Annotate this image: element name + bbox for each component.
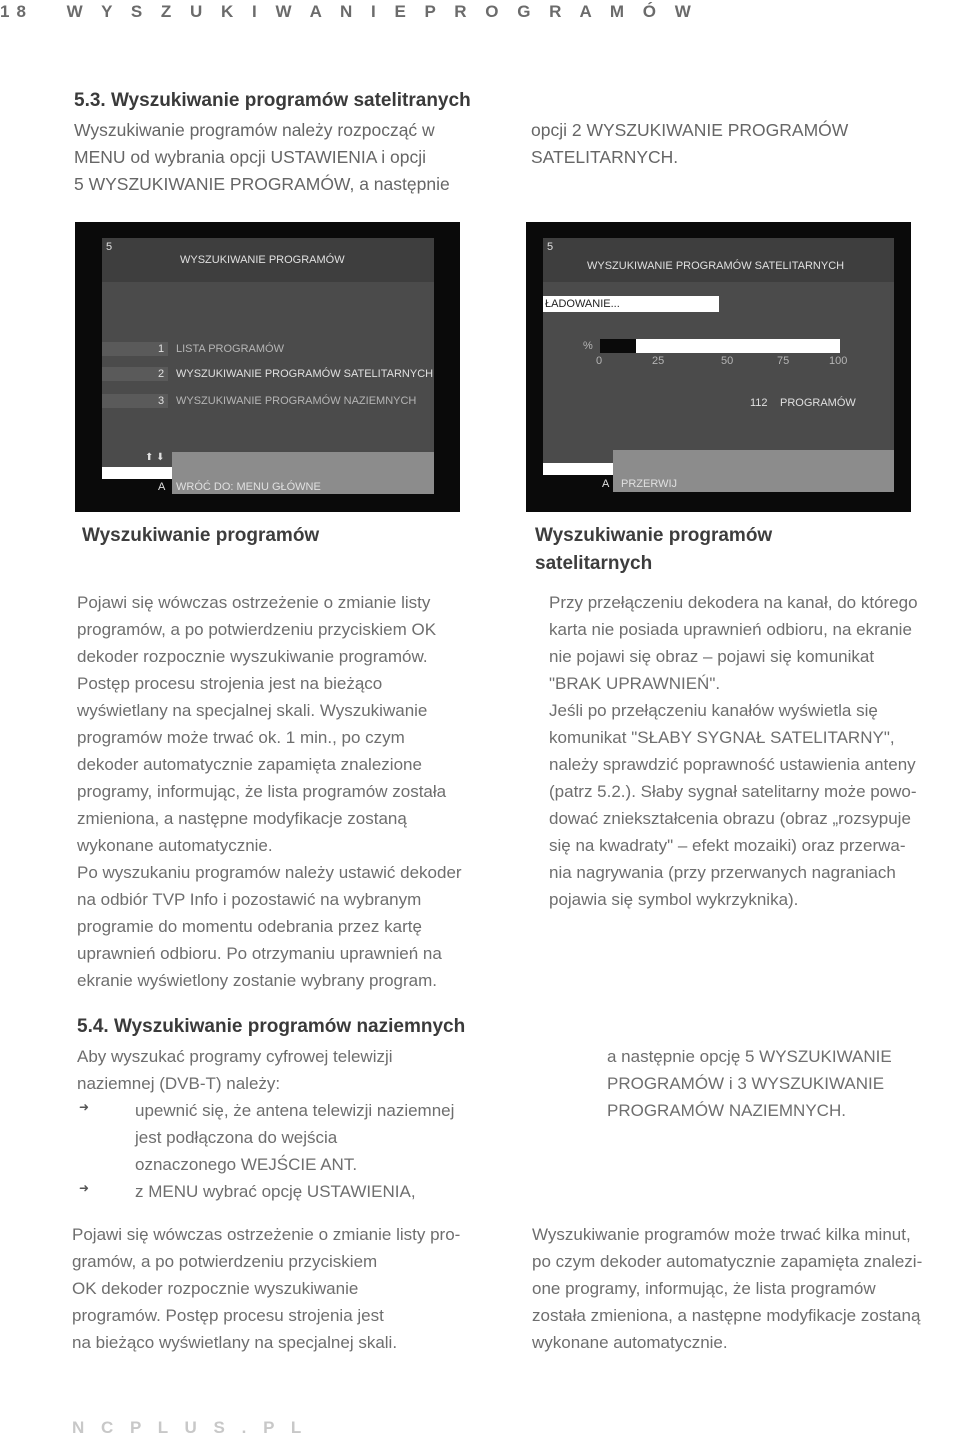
text-line: OK dekoder rozpocznie wyszukiwanie [72,1279,359,1298]
text-line: Aby wyszukać programy cyfrowej telewizji [77,1047,393,1066]
text-line: została zmieniona, a następne modyfikacje zostaną [532,1306,921,1325]
text-line: dekoder rozpocznie wyszukiwanie programów. [77,647,428,666]
text-line: się na kwadraty" – efekt mozaiki) oraz przerwa- [549,836,906,855]
text-line: Jeśli po przełączeniu kanałów wyświetla się [549,701,878,720]
text-line: upewnić się, że antena telewizji naziemnej [135,1101,455,1120]
text-line: opcji 2 WYSZUKIWANIE PROGRAMÓW [531,120,849,140]
text-line: a następnie opcję 5 WYSZUKIWANIE [607,1047,892,1066]
text-line: karta nie posiada uprawnień odbioru, na ekranie [549,620,912,639]
page-header [0,2,698,22]
stop-search-button[interactable]: PRZERWIJ [621,478,678,490]
text-line: z MENU wybrać opcję USTAWIENIA, [135,1182,416,1201]
bullet-item-antenna [135,1097,454,1178]
text-line: wykonane automatycznie. [77,836,273,855]
subheading-satellite-search [535,522,772,578]
menu-number: 5 [106,241,113,253]
section-5-4-intro [77,1043,393,1097]
text-line: zmieniona, a następne modyfikacje zostaną [77,809,407,828]
text-line: wyświetlany na specjalnej skali. Wyszukiwanie [77,701,428,720]
footer-white-bar [543,463,613,475]
text-line: Pojawi się wówczas ostrzeżenie o zmianie listy pro- [72,1225,461,1244]
back-to-main-menu-button[interactable]: WRÓĆ DO: MENU GŁÓWNE [176,481,321,493]
text-line: pojawia się symbol wykrzyknika). [549,890,799,909]
tick-label: 25 [652,355,665,367]
text-line: SATELITARNYCH. [531,147,679,167]
screen-title-bar [543,238,894,282]
text-line: na bieżąco wyświetlany na specjalnej skali. [72,1333,398,1352]
text-line: naziemnej (DVB-T) należy: [77,1074,281,1093]
arrow-bullet-icon: ➜ [79,1100,90,1114]
programs-found-label: PROGRAMÓW [780,397,856,409]
text-line: Po wyszukaniu programów należy ustawić dekoder [77,863,462,882]
text-line: programie do momentu odebrania przez kartę [77,917,422,936]
text-line: programów, a po potwierdzeniu przyciskiem OK [77,620,437,639]
text-line: wykonane automatycznie. [532,1333,728,1352]
screen-title: WYSZUKIWANIE PROGRAMÓW [180,254,345,266]
text-line: programów. Postęp procesu strojenia jest [72,1306,384,1325]
text-line: PROGRAMÓW NAZIEMNYCH. [607,1101,846,1120]
text-line: na odbiór TVP Info i pozostawić na wybranym [77,890,422,909]
text-line: one programy, informując, że lista programów [532,1279,876,1298]
text-line: należy sprawdzić poprawność ustawienia anteny [549,755,916,774]
section-5-3-intro-right [531,117,848,171]
text-line: 5 WYSZUKIWANIE PROGRAMÓW, a następnie [74,174,450,194]
text-line: Wyszukiwanie programów należy rozpocząć w [74,120,435,140]
tick-label: 50 [721,355,734,367]
menu-item-number: 2 [158,368,165,380]
text-line: nia nagrywania (przy przerwanych nagraniach [549,863,896,882]
section-heading-5-4: 5.4. Wyszukiwanie programów naziemnych [77,1016,466,1037]
menu-item-number: 3 [158,395,165,407]
text-line: MENU od wybrania opcji USTAWIENIA i opcji [74,147,427,167]
loading-label: ŁADOWANIE... [545,298,620,310]
tick-label: 0 [596,355,603,367]
menu-item-terrestrial-search[interactable]: WYSZUKIWANIE PROGRAMÓW NAZIEMNYCH [176,395,417,407]
menu-item-number: 1 [158,343,165,355]
text-line: oznaczonego WEJŚCIE ANT. [135,1155,358,1174]
menu-item-satellite-search[interactable]: WYSZUKIWANIE PROGRAMÓW SATELITARNYCH [176,368,434,380]
screen-title-bar [102,238,434,282]
screen-title: WYSZUKIWANIE PROGRAMÓW SATELITARNYCH [587,260,845,272]
text-line: uprawnień odbioru. Po otrzymaniu uprawnień na [77,944,442,963]
text-line: gramów, a po potwierdzeniu przyciskiem [72,1252,378,1271]
text-line: (patrz 5.2.). Słaby sygnał satelitarny może powo- [549,782,917,801]
text-line: jest podłączona do wejścia [135,1128,338,1147]
text-line: PROGRAMÓW i 3 WYSZUKIWANIE [607,1074,885,1093]
progress-fill [600,339,636,353]
tv-screen-program-search [75,222,460,512]
chapter-title: W Y S Z U K I W A N I E P R O G R A M Ó W [66,2,698,21]
text-line: dekoder automatycznie zapamięta znalezione [77,755,422,774]
text-line: programy, informując, że lista programów została [77,782,447,801]
footer-website: N C P L U S . P L [72,1418,308,1437]
menu-item-program-list[interactable]: LISTA PROGRAMÓW [176,343,284,355]
text-line: "BRAK UPRAWNIEŃ". [549,674,721,693]
tick-label: 75 [777,355,790,367]
key-a-label: A [158,481,166,493]
text-line: Przy przełączeniu dekodera na kanał, do którego [549,593,918,612]
progress-track [600,339,840,353]
text-line: programów może trwać ok. 1 min., po czym [77,728,405,747]
text-line: ekranie wyświetlony zostanie wybrany program. [77,971,437,990]
footer-white-bar [102,467,172,479]
text-line: Pojawi się wówczas ostrzeżenie o zmianie listy [77,593,431,612]
tv-screen-satellite-search [526,222,911,512]
arrow-bullet-icon: ➜ [79,1181,90,1195]
terrestrial-search-paragraph-right [532,1221,922,1356]
menu-number: 5 [547,241,554,253]
text-line: dować zniekształcenia obrazu (obraz „rozsypuje [549,809,911,828]
bullet-item-menu [135,1178,416,1205]
text-line: Wyszukiwanie programów może trwać kilka minut, [532,1225,911,1244]
section-5-4-right [607,1043,892,1124]
terrestrial-search-paragraph-left [72,1221,460,1356]
percent-label: % [583,340,593,352]
program-search-paragraph [77,589,462,994]
subheading-line: Wyszukiwanie programów [535,525,773,546]
section-5-3-intro-left [74,117,450,198]
text-line: po czym dekoder automatycznie zapamięta znalezi- [532,1252,923,1271]
section-heading-5-3: 5.3. Wyszukiwanie programów satelitranych [74,90,471,111]
text-line: nie pojawi się obraz – pojawi się komunikat [549,647,875,666]
tick-label: 100 [829,355,848,367]
page-number: 18 [0,2,33,21]
key-a-label: A [602,478,610,490]
arrow-up-down-icon: ⬆ ⬇ [145,452,165,463]
loading-bar [543,296,719,312]
subheading-line: satelitarnych [535,553,653,574]
text-line: komunikat "SŁABY SYGNAŁ SATELITARNY", [549,728,895,747]
text-line: Postęp procesu strojenia jest na bieżąco [77,674,383,693]
subheading-program-search: Wyszukiwanie programów [82,525,320,546]
programs-found-count: 112 [750,397,768,409]
satellite-search-paragraph [549,589,918,913]
